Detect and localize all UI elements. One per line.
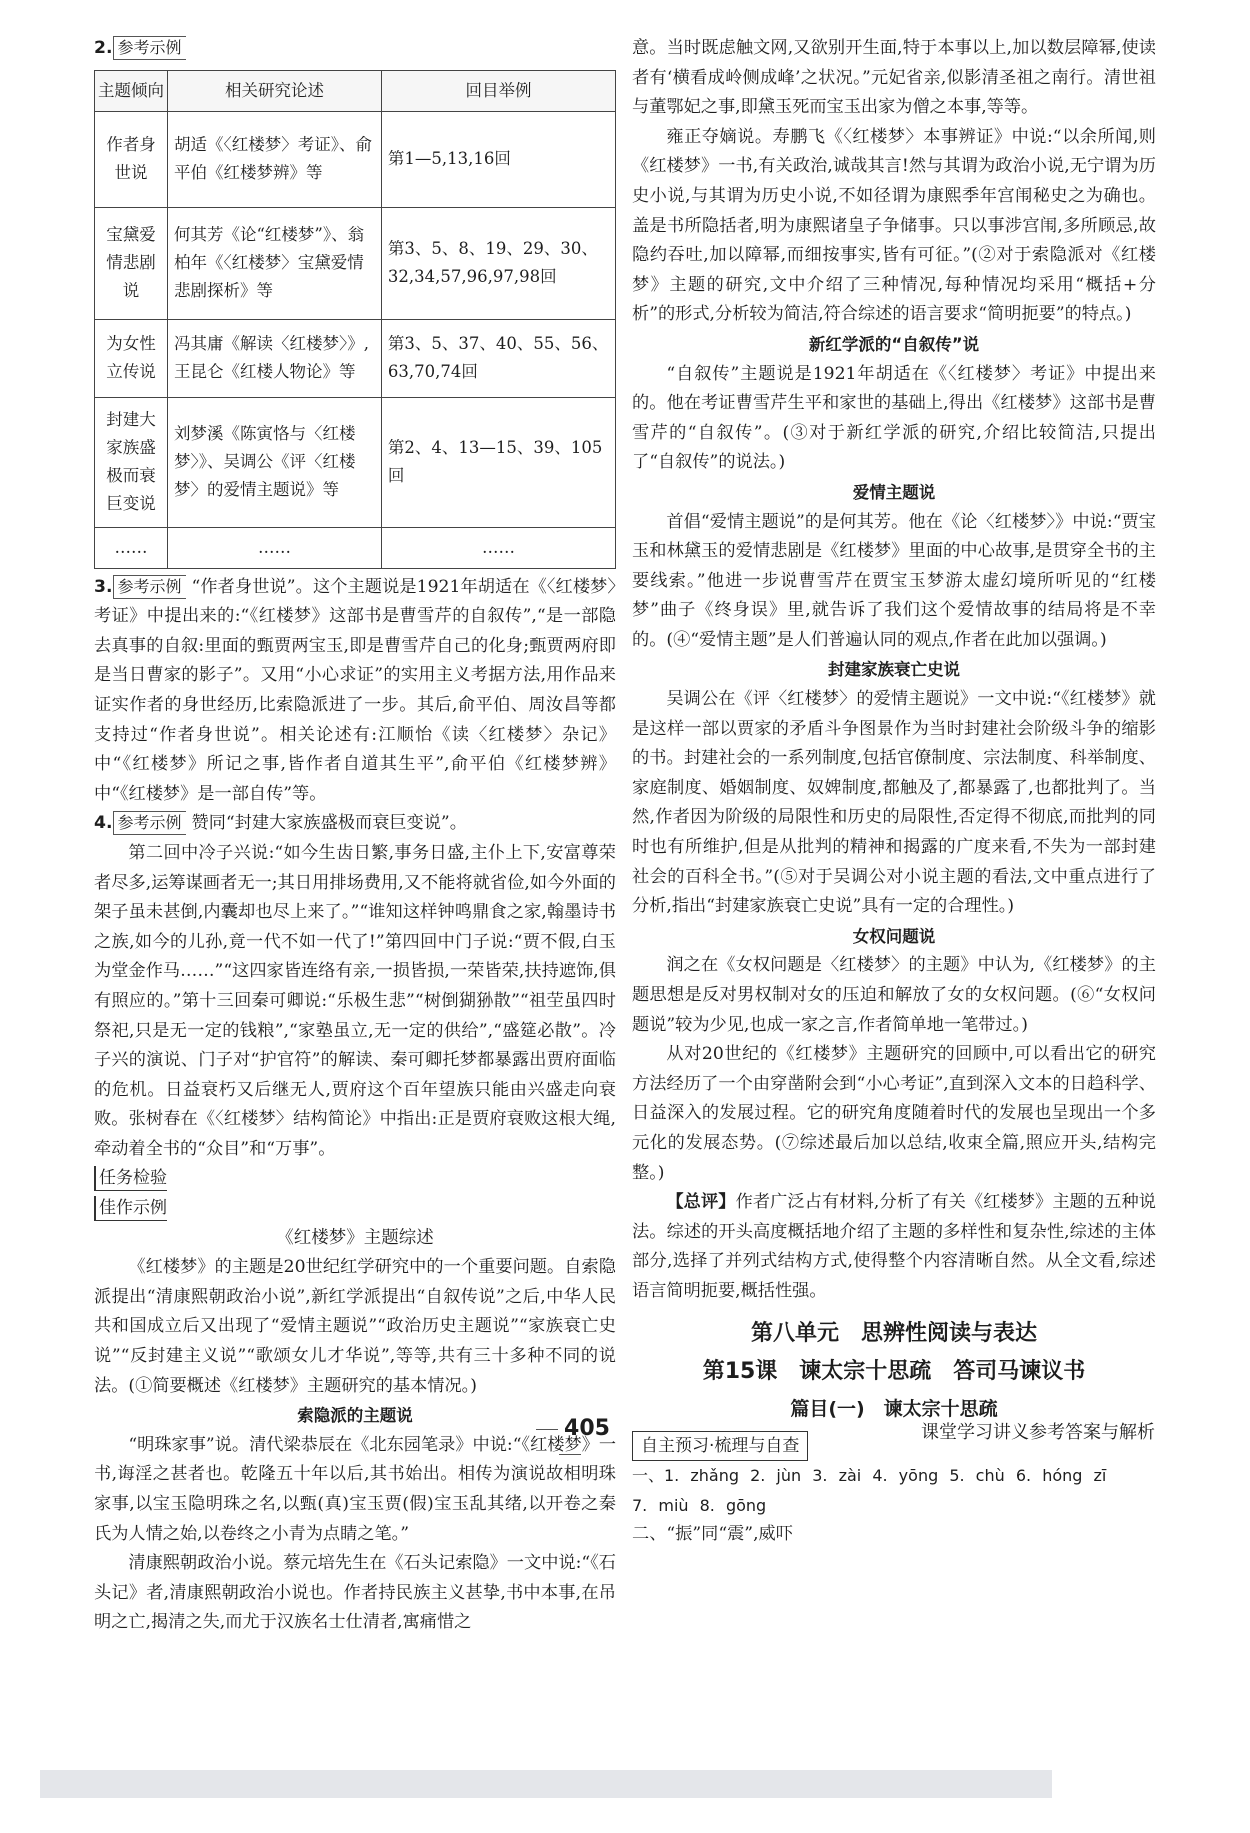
subheading: 封建家族衰亡史说 [828,660,960,680]
question-3 [94,573,616,810]
essay-paragraph: 首倡“爱情主题说”的是何其芳。他在《论〈红楼梦〉》中说:“贾宝玉和林黛玉的爱情悲剧是《红楼梦》里面的中心故事,是贯穿全书的主要线索。”他进一步说曹雪芹在贾宝玉梦游太虚幻境所听见的“红楼梦”曲子《终身误》里,就告诉了我们这个爱情故事的结局将是不幸的。(④“爱情主题”是人们普遍认同的观点,作者在此加以强调。) [632,511,1156,650]
answer-line: 二、“振”同“震”,威吓 [632,1524,793,1545]
unit-title: 第八单元 思辨性阅读与表达 [750,1320,1037,1346]
table-row [95,319,616,397]
table-cell: 第1—5,13,16回 [381,111,615,207]
question-number: 4. [94,813,113,834]
reference-tag: 参考示例 [113,811,186,835]
reference-tag: 参考示例 [113,36,186,60]
question-4 [94,809,616,839]
subheading: 女权问题说 [852,926,936,946]
bottom-strip [40,1770,1052,1798]
table-cell: 封建大家族盛极而衰巨变说 [95,397,168,527]
footer-note: 课堂学习讲义参考答案与解析 [921,1422,1155,1443]
essay-paragraph: 润之在《女权问题是〈红楼梦〉的主题》中认为,《红楼梦》的主题思想是反对男权制对女的压迫和解放了女的女权问题。(⑥“女权问题说”较为少见,也成一家之言,作者简单地一笔带过。) [632,955,1156,1035]
reference-tag: 参考示例 [113,575,186,599]
table-cell: 第3、5、8、19、29、30、32,34,57,96,97,98回 [381,207,615,319]
essay-paragraph: “自叙传”主题说是1921年胡适在《〈红楼梦〉考证》中提出来的。他在考证曹雪芹生平和家世的基础上,得出《红楼梦》这部书是曹雪芹的“自叙传”。(③对于新红学派的研究,介绍比较简洁,只提出了“自叙传”的说法。) [632,363,1156,473]
pinyin-answers: 7. miù 8. gōng [632,1495,767,1515]
summary-text: 作者广泛占有材料,分析了有关《红楼梦》主题的五种说法。综述的开头高度概括地介绍了主题的多样性和复杂性,综述的主体部分,选择了并列式结构方式,使得整个内容清晰自然。从全文看,综述语言简明扼要,概括性强。 [632,1192,1156,1301]
lesson-title: 第15课 谏太宗十思疏 答司马谏议书 [702,1358,1086,1384]
table-cell: 刘梦溪《陈寅恪与〈红楼梦〉》、吴调公《评〈红楼梦〉的爱情主题说》等 [168,397,382,527]
essay-paragraph: 吴调公在《评〈红楼梦〉的爱情主题说》一文中说:“《红楼梦》就是这样一部以贾家的矛盾斗争图景作为当时封建社会阶级斗争的缩影的书。封建社会的一系列制度,包括官僚制度、宗法制度、科举制度、家庭制度、婚姻制度、奴婢制度,都触及了,都暴露了,也都批判了。当然,作者因为阶级的局限性和历史的局限性,否定得不彻底,而批判的同时也有所维护,但是从批判的精神和揭露的广度来看,不失为一部封建社会的百科全书。”(⑤对于吴调公对小说主题的看法,文中重点进行了分析,指出“封建家族衰亡史说”具有一定的合理性。) [632,689,1156,917]
essay-paragraph: 从对20世纪的《红楼梦》主题研究的回顾中,可以看出它的研究方法经历了一个由穿凿附会到“小心考证”,直到深入文本的日趋科学、日益深入的发展过程。它的研究角度随着时代的发展也呈现出一个多元化的发展态势。(⑦综述最后加以总结,收束全篇,照应开头,结构完整。) [632,1044,1156,1183]
theme-table [94,70,616,569]
subheading: 索隐派的主题说 [297,1406,413,1426]
table-cell: …… [381,527,615,568]
table-row [95,527,616,568]
table-header: 回目举例 [381,70,615,111]
summary [632,1188,1156,1306]
table-row [95,207,616,319]
table-header: 相关研究论述 [168,70,382,111]
table-cell: 胡适《〈红楼梦〉考证》、俞平伯《红楼梦辨》等 [168,111,382,207]
table-cell: 作者身世说 [95,111,168,207]
preview-box-label: 自主预习·梳理与自查 [632,1431,808,1461]
answer-text: 第二回中冷子兴说:“如今生齿日繁,事务日盛,主仆上下,安富尊荣者尽多,运筹谋画者无一;其日用排场费用,又不能将就省俭,如今外面的架子虽未甚倒,内囊却也尽上来了。”“谁知这样钟鸣鼎食之家,翰墨诗书之族,如今的儿孙,竟一代不如一代了!”第四回中门子说:“贾不假,白玉为堂金作马……”“这四家皆连络有亲,一损皆损,一荣皆荣,扶持遮饰,俱有照应的。”第十三回秦可卿说:“乐极生悲”“树倒猢狲散”“祖茔虽四时祭祀,只是无一定的钱粮”,“家塾虽立,无一定的供给”,“盛筵必散”。冷子兴的演说、门子对“护官符”的解读、秦可卿托梦都暴露出贾府面临的危机。日益衰朽又后继无人,贾府这个百年望族只能由兴盛走向衰败。张树春在《〈红楼梦〉结构简论》中指出:正是贾府衰败这根大绳,牵动着全书的“众目”和“万事”。 [94,842,616,1159]
pinyin-answers: 一、1. zhǎng 2. jùn 3. zài 4. yōng 5. chù 6. hóng zī [632,1466,1107,1486]
table-cell: …… [168,527,382,568]
table-cell: 为女性立传说 [95,319,168,397]
page-number: 405 [520,1416,620,1466]
essay-title: 《红楼梦》主题综述 [276,1227,434,1248]
section-label: 佳作示例 [94,1196,167,1221]
table-header: 主题倾向 [95,70,168,111]
right-column [632,34,1156,1550]
essay-paragraph: 意。当时既虑触文网,又欲别开生面,特于本事以上,加以数层障幂,使读者有‘横看成岭侧成峰’之状况。”元妃省亲,似影清圣祖之南行。清世祖与董鄂妃之事,即黛玉死而宝玉出家为僧之本事,等等。 [632,38,1156,118]
essay-paragraph: “明珠家事”说。清代梁恭辰在《北东园笔录》中说:“《红楼梦》一书,诲淫之甚者也。乾隆五十年以后,其书始出。相传为演说故相明珠家事,以宝玉隐明珠之名,以甄(真)宝玉贾(假)宝玉乱其绪,以开卷之秦氏为人情之始,以卷终之小青为点睛之笔。” [94,1434,617,1544]
subheading: 新红学派的“自叙传”说 [808,334,980,354]
table-cell: …… [95,527,168,568]
left-column [94,34,616,1638]
essay-paragraph: 《红楼梦》的主题是20世纪红学研究中的一个重要问题。自索隐派提出“清康熙朝政治小说”,新红学派提出“自叙传说”之后,中华人民共和国成立后又出现了“爱情主题说”“政治历史主题说”“家族衰亡史说”“反封建主义说”“歌颂女儿才华说”,等等,共有三十多种不同的说法。(①简要概述《红楼梦》主题研究的基本情况。) [94,1257,616,1396]
essay-paragraph: 清康熙朝政治小说。蔡元培先生在《石头记索隐》一文中说:“《石头记》者,清康熙朝政治小说也。作者持民族主义甚挚,书中本事,在吊明之亡,揭清之失,而尤于汉族名士仕清者,寓痛惜之 [94,1553,616,1633]
table-header-row [95,70,616,111]
part-title: 篇目(一) 谏太宗十思疏 [790,1397,998,1420]
table-cell: 冯其庸《解读〈红楼梦〉》,王昆仑《红楼人物论》等 [168,319,382,397]
table-cell: 何其芳《论“红楼梦”》、翁柏年《〈红楼梦〉宝黛爱情悲剧探析》等 [168,207,382,319]
table-cell: 第2、4、13—15、39、105回 [381,397,615,527]
table-row [95,111,616,207]
answer-lead: 赞同“封建大家族盛极而衰巨变说”。 [191,813,467,834]
answer-text: “作者身世说”。这个主题说是1921年胡适在《〈红楼梦〉考证》中提出来的:“《红楼梦》这部书是曹雪芹的自叙传”,“是一部隐去真事的自叙:里面的甄贾两宝玉,即是曹雪芹自己的化身;甄贾两府即是当日曹家的影子”。又用“小心求证”的实用主义考据方法,用作品来证实作者的身世经历,比索隐派进了一步。其后,俞平伯、周汝昌等都支持过“作者身世说”。相关论述有:江顺怡《读〈红楼梦〉杂记》中“《红楼梦》所记之事,皆作者自道其生平”,俞平伯《红楼梦辨》中“《红楼梦》是一部自传”等。 [94,576,616,804]
table-cell: 第3、5、37、40、55、56、63,70,74回 [381,319,615,397]
question-number: 2. [94,38,113,58]
table-row [95,397,616,527]
question-number: 3. [94,576,113,597]
table-cell: 宝黛爱情悲剧说 [95,207,168,319]
section-label: 任务检验 [94,1166,167,1191]
subheading: 爱情主题说 [852,482,936,502]
question-2 [94,34,616,64]
summary-label: 【总评】 [666,1192,736,1213]
essay-paragraph: 雍正夺嫡说。寿鹏飞《〈红楼梦〉本事辨证》中说:“以余所闻,则《红楼梦》一书,有关政治,诚哉其言!然与其谓为政治小说,无宁谓为历史小说,与其谓为历史小说,不如径谓为康熙季年宫闱秘史之为确也。盖是书所隐括者,明为康熙诸皇子争储事。只以事涉宫闱,多所顾忌,故隐约吞吐,加以障幂,而细按事实,皆有可征。”(②对于索隐派对《红楼梦》主题的研究,文中介绍了三种情况,每种情况均采用“概括+分析”的形式,分析较为简洁,符合综述的语言要求“简明扼要”的特点。) [632,126,1156,325]
